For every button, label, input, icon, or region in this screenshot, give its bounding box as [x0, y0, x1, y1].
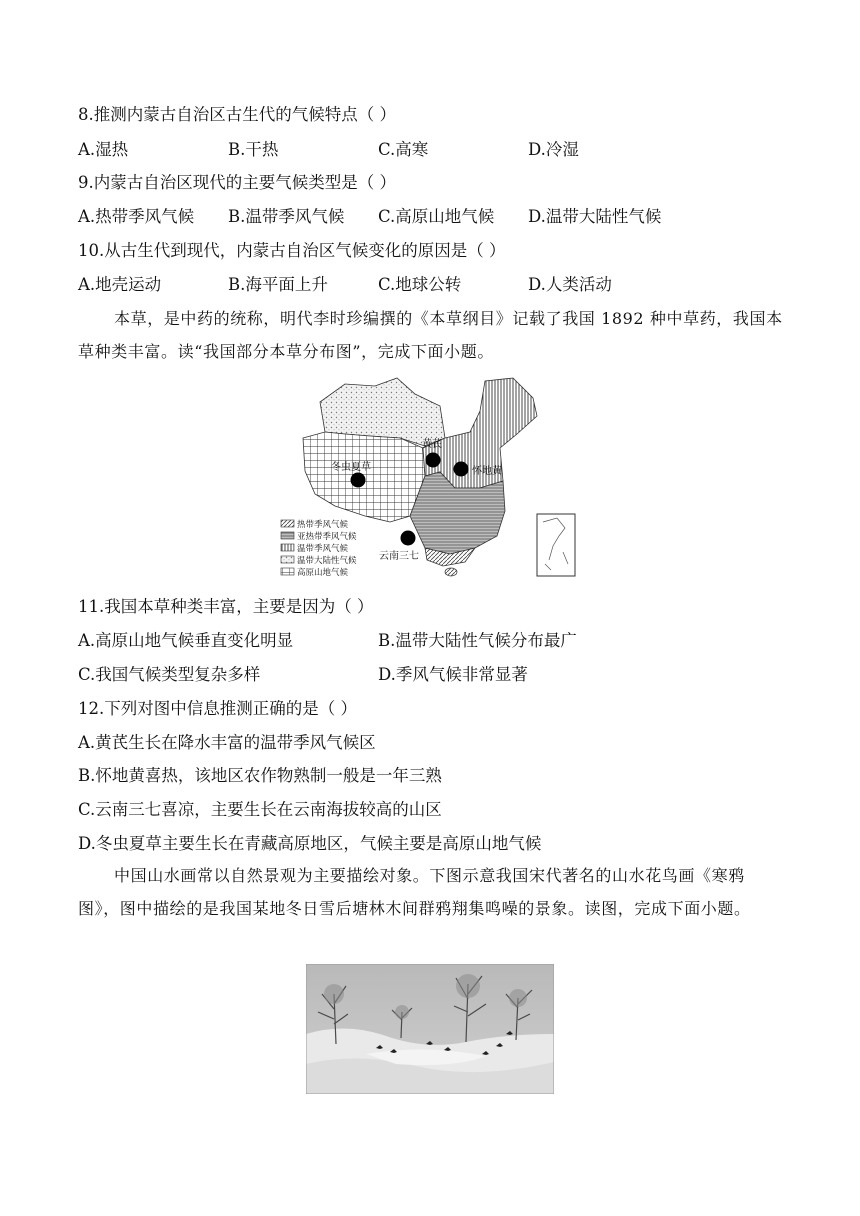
q10-option-b: B.海平面上升: [228, 275, 328, 294]
legend-tropical: 热带季风气候: [297, 520, 349, 530]
label-huangqi: 黄芪: [422, 439, 442, 450]
herb-distribution-map: [275, 376, 587, 582]
q8-option-c: C.高寒: [378, 140, 429, 159]
label-dongchong: 冬虫夏草: [331, 462, 371, 473]
label-yunnan-sanqi: 云南三七: [379, 551, 419, 562]
q10-stem: 10.从古生代到现代，内蒙古自治区气候变化的原因是（ ）: [78, 241, 506, 260]
q12-stem: 12.下列对图中信息推测正确的是（ ）: [78, 699, 357, 718]
south-china-sea-inset: [537, 514, 575, 576]
q10-option-a: A.地壳运动: [78, 275, 162, 294]
q9-stem: 9.内蒙古自治区现代的主要气候类型是（ ）: [78, 173, 396, 192]
legend-subtropical: 亚热带季风气候: [297, 532, 357, 542]
q8-option-b: B.干热: [228, 140, 279, 159]
q12-option-d: D.冬虫夏草主要生长在青藏高原地区，气候主要是高原山地气候: [78, 834, 542, 853]
q9-option-a: A.热带季风气候: [78, 207, 195, 226]
passage-hanya: 中国山水画常以自然景观为主要描绘对象。下图示意我国宋代著名的山水花鸟画《寒鸦图》，图中描绘的是我国某地冬日雪后塘林木间群鸦翔集鸣噪的景象。读图，完成下面小题。: [78, 866, 751, 918]
huaidihuang-marker: [454, 462, 469, 477]
legend-plateau: 高原山地气候: [297, 568, 349, 578]
q11-option-c: C.我国气候类型复杂多样: [78, 665, 261, 684]
q9-option-c: C.高原山地气候: [378, 207, 495, 226]
legend-temperate-monsoon: 温带季风气候: [297, 544, 349, 554]
q11-option-a: A.高原山地气候垂直变化明显: [78, 631, 294, 650]
q11-stem: 11.我国本草种类丰富，主要是因为（ ）: [78, 597, 374, 616]
q8-stem: 8.推测内蒙古自治区古生代的气候特点（ ）: [78, 105, 396, 124]
q12-option-a: A.黄芪生长在降水丰富的温带季风气候区: [78, 733, 376, 752]
winter-crows-painting: [306, 964, 554, 1094]
q11-option-d: D.季风气候非常显著: [378, 665, 528, 684]
q9-option-d: D.温带大陆性气候: [528, 207, 662, 226]
q11-option-b: B.温带大陆性气候分布最广: [378, 631, 577, 650]
q10-option-d: D.人类活动: [528, 275, 612, 294]
yunnan-sanqi-marker: [401, 531, 416, 546]
q8-option-a: A.湿热: [78, 140, 129, 159]
hainan-island: [445, 568, 457, 576]
q8-option-d: D.冷湿: [528, 140, 579, 159]
map-legend: [281, 519, 357, 578]
label-huaidihuang: 怀地黄: [472, 466, 502, 477]
legend-temperate-continental: 温带大陆性气候: [297, 556, 357, 566]
dongchong-marker: [351, 473, 366, 488]
q9-option-b: B.温带季风气候: [228, 207, 345, 226]
q12-option-c: C.云南三七喜凉，主要生长在云南海拔较高的山区: [78, 800, 442, 819]
huangqi-marker: [426, 453, 441, 468]
q12-option-b: B.怀地黄喜热，该地区农作物熟制一般是一年三熟: [78, 766, 442, 785]
passage-bencao: 本草，是中药的统称，明代李时珍编撰的《本草纲目》记载了我国 1892 种中草药，我国本草种类丰富。读“我国部分本草分布图”，完成下面小题。: [78, 309, 783, 361]
q10-option-c: C.地球公转: [378, 275, 462, 294]
